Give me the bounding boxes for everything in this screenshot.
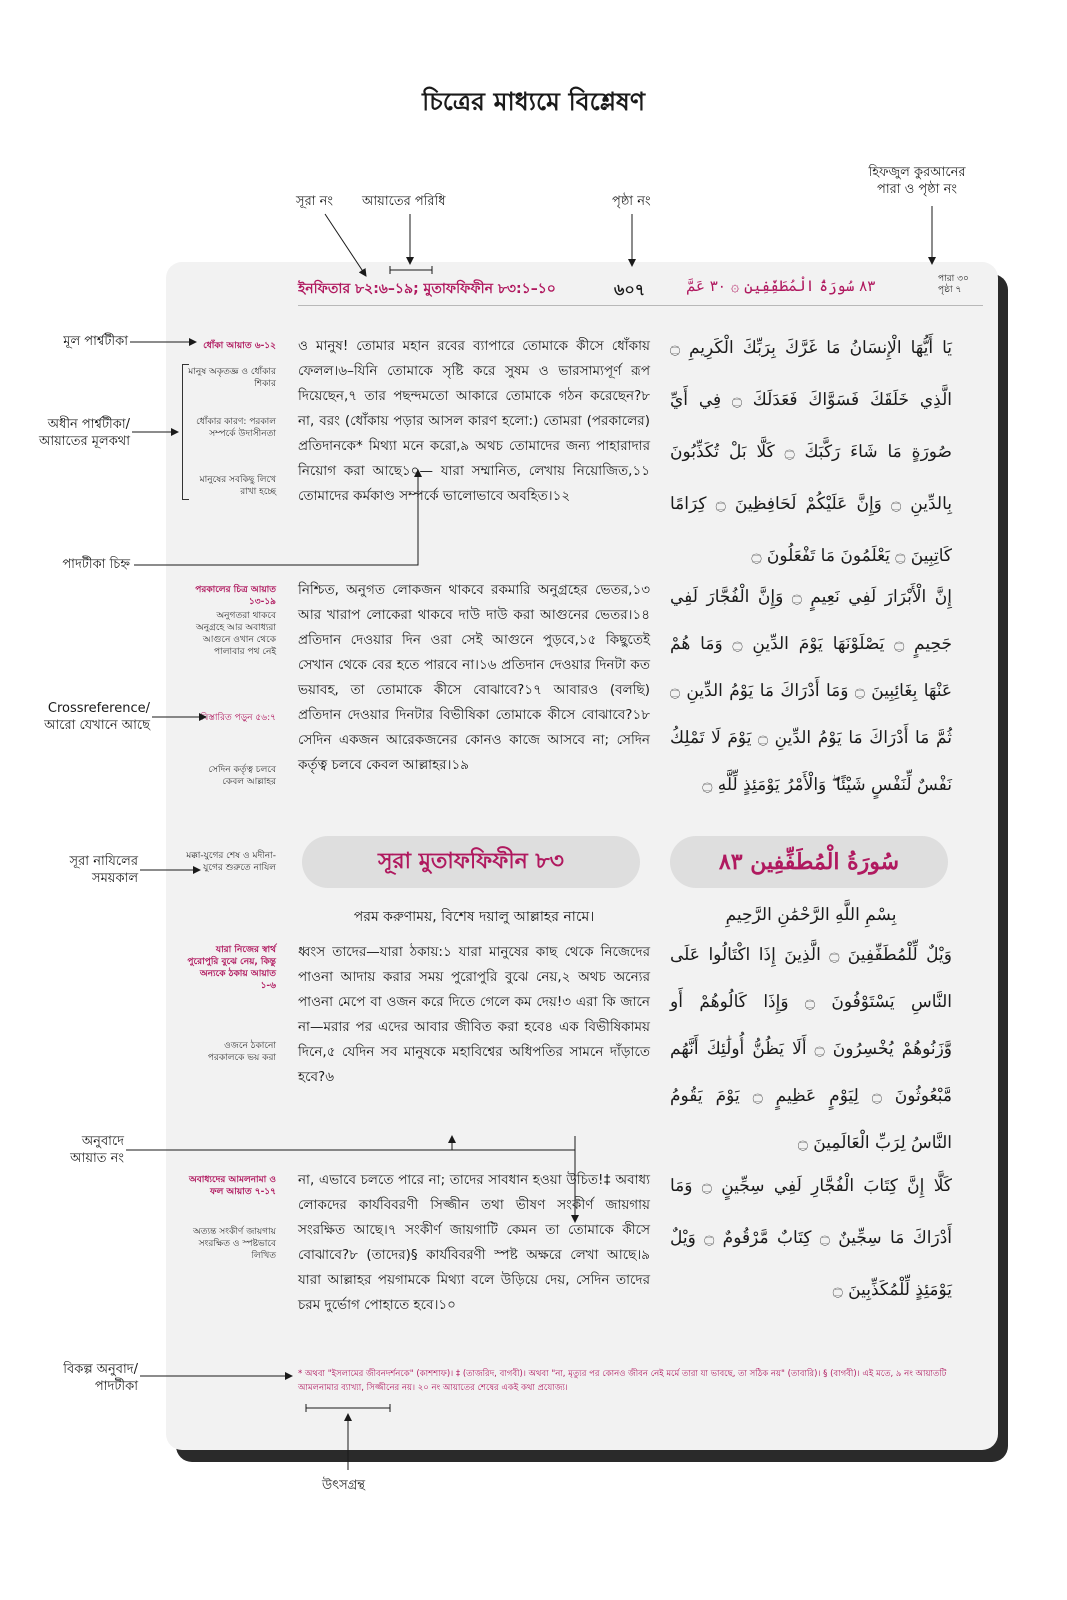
arabic-text-block: كَلَّا إِنَّ كِتَابَ الْفُجَّارِ لَفِي سِجِّينٍ ۝ وَمَا أَدْرَاكَ مَا سِجِّينٌ ۝ كِتَابٌ مَّرْقُومٌ ۝ وَيْلٌ يَوْمَئِذٍ لِّلْمُكَذِّبِينَ ۝ — [670, 1176, 952, 1300]
translation-paragraph: না, এভাবে চলতে পারে না; তাদের সাবধান হওয়া উচিত!‡ অবাধ্য লোকদের কার্যবিবরণী সিজ্জীন তথা ভীষণ সংকীর্ণ জায়গায় সংরক্ষিত আছে।৭ সংকীর্ণ জায়গাটি কেমন তা তোমাকে কীসে বোঝাবে?৮ (তাদের)§ কার্যবিবরণী স্পষ্ট অক্ষরে লেখা আছে।৯ যারা আল্লাহর পয়গামকে মিথ্যা বলে উড়িয়ে দেয়, সেদিন তাদের চরম দুর্ভোগ পোহাতে হবে।১০ — [298, 1172, 650, 1313]
side-note-main: অবাধ্যদের আমলনামা ও ফল আয়াত ৭-১৭ — [188, 1175, 276, 1197]
callout-alt-translation: বিকল্প অনুবাদ/ পাদটীকা — [63, 1362, 138, 1394]
side-note-revelation: মক্কা-যুগের শেষ ও মদীনা-যুগের শুরুতে নাযিল — [186, 851, 276, 873]
arabic-text-block: وَيْلٌ لِّلْمُطَفِّفِينَ ۝ الَّذِينَ إِذَا اكْتَالُوا عَلَى النَّاسِ يَسْتَوْفُونَ ۝ وَإِذَا كَالُوهُمْ أَو وَّزَنُوهُمْ يُخْسِرُونَ ۝ أَلَا يَظُنُّ أُولَٰئِكَ أَنَّهُم مَّبْعُوثُونَ ۝ لِيَوْمٍ عَظِيمٍ ۝ يَوْمَ يَقُومُ النَّاسُ لِرَبِّ الْعَالَمِينَ ۝ — [670, 945, 952, 1153]
callout-source: উৎসগ্রন্থ — [322, 1478, 366, 1493]
header-arabic: ٨٣ سُورَةُ الْمُطَفِّفِين ۞ ٣٠ عَمَّ — [686, 277, 876, 295]
callout-sub-margin: অধীন পার্শ্বটীকা/ আয়াতের মূলকথা — [38, 417, 130, 449]
side-note-sub: মানুষের সবকিছু লিখে রাখা হচ্ছে — [199, 475, 276, 497]
translation-paragraph: ও মানুষ! তোমার মহান রবের ব্যাপারে তোমাকে কীসে ধোঁকায় ফেলল।৬–যিনি তোমাকে সৃষ্টি করে সুষম ও ভারসাম্যপূর্ণ রূপ দিয়েছেন,৭ তার পছন্দমতো আকারে তোমাকে গঠন করেছেন?৮ না, বরং (ধোঁকায় পড়ার আসল কারণ হলো:) তোমরা (পরকালের) প্রতিদানকে* মিথ্যা মনে করো,৯ অথচ তোমাদের জন্য পাহারাদার নিয়োগ করা আছে১০— যারা সম্মানিত, লেখায় নিয়োজিত,১১ তোমাদের কর্মকাণ্ড সম্পর্কে ভালোভাবে অবহিত।১২ — [298, 338, 650, 504]
side-note-sub: ধোঁকার কারণ: পরকাল সম্পর্কে উদাসীনতা — [196, 417, 276, 439]
side-note-sub: অত্যন্ত সংকীর্ণ জায়গায় সংরক্ষিত ও স্পষ্টভাবে লিখিত — [193, 1227, 276, 1261]
header-range: ইনফিতার ৮২:৬–১৯; মুতাফফিফীন ৮৩:১–১০ — [298, 281, 556, 297]
side-note-main: ধোঁকা আয়াত ৬-১২ — [203, 341, 276, 351]
callout-hifz: হিফজুল কুরআনের পারা ও পৃষ্ঠা নং — [868, 165, 966, 197]
side-note-sub: সেদিন কর্তৃত্ব চলবে কেবল আল্লাহর — [208, 765, 276, 787]
callout-ayah-in-translation: অনুবাদে আয়াত নং — [70, 1134, 124, 1166]
callout-revelation: সূরা নাযিলের সময়কাল — [69, 854, 138, 886]
side-note-sub: মানুষ অকৃতজ্ঞ ও ধোঁকার শিকার — [188, 367, 276, 389]
header-page-number: ৬০৭ — [614, 280, 646, 299]
callout-crossref: Crossreference/ আরো যেখানে আছে — [44, 701, 150, 733]
page-title: চিত্রের মাধ্যমে বিশ্লেষণ — [422, 87, 645, 116]
arabic-text-block: يَا أَيُّهَا الْإِنسَانُ مَا غَرَّكَ بِرَبِّكَ الْكَرِيمِ ۝ الَّذِي خَلَقَكَ فَسَوَّاكَ فَعَدَلَكَ ۝ فِي أَيِّ صُورَةٍ مَا شَاءَ رَكَّبَكَ ۝ كَلَّا بَلْ تُكَذِّبُونَ بِالدِّينِ ۝ وَإِنَّ عَلَيْكُمْ لَحَافِظِينَ ۝ كِرَامًا كَاتِبِينَ ۝ يَعْلَمُونَ مَا تَفْعَلُونَ ۝ — [670, 338, 952, 566]
footnote: * অথবা "ইসলামের জীবনদর্শনকে" (কাশশাফ)। ‡ (তাজরিদ, বাগবী)। অথবা "না, মৃত্যুর পর কোনও জীবন নেই মর্মে তারা যা ভাবছে, তা সঠিক নয়" (তাবারি)। § (বাগবী)। এই মতে, ৯ নং আয়াতটি আমলনামার ব্যাখ্যা, সিজ্জীনের নয়। ২০ নং আয়াতের শেষের একই কথা প্রযোজ্য। — [298, 1369, 947, 1393]
callout-surah-no: সূরা নং — [296, 194, 333, 209]
callout-main-margin: মূল পার্শ্বটীকা — [63, 334, 128, 349]
callout-footnote-mark: পাদটীকা চিহ্ন — [62, 557, 130, 572]
bismillah-bangla: পরম করুণাময়, বিশেষ দয়ালু আল্লাহর নামে। — [353, 909, 595, 925]
side-note-crossref: বিস্তারিত পড়ুন ৫৬:৭ — [200, 713, 276, 723]
callout-page-no: পৃষ্ঠা নং — [612, 194, 651, 209]
arabic-text-block: إِنَّ الْأَبْرَارَ لَفِي نَعِيمٍ ۝ وَإِنَّ الْفُجَّارَ لَفِي جَحِيمٍ ۝ يَصْلَوْنَهَا يَوْمَ الدِّينِ ۝ وَمَا هُمْ عَنْهَا بِغَائِبِينَ ۝ وَمَا أَدْرَاكَ مَا يَوْمُ الدِّينِ ۝ ثُمَّ مَا أَدْرَاكَ مَا يَوْمُ الدِّينِ ۝ يَوْمَ لَا تَمْلِكُ نَفْسٌ لِّنَفْسٍ شَيْئًا ۖ وَالْأَمْرُ يَوْمَئِذٍ لِّلَّهِ ۝ — [670, 587, 952, 795]
side-note-main: পরকালের চিত্র আয়াত ১৩-১৯ — [195, 585, 276, 607]
bismillah-arabic: بِسْمِ اللَّهِ الرَّحْمَٰنِ الرَّحِيمِ — [725, 905, 897, 925]
side-note-sub: ওজনে ঠকানো পরকালকে ভয় করা — [207, 1041, 276, 1063]
surah-title-bangla: সূরা মুতাফফিফীন ৮৩ — [302, 836, 640, 888]
translation-paragraph: ধ্বংস তাদের—যারা ঠকায়:১ যারা মানুষের কাছ থেকে নিজেদের পাওনা আদায় করার সময় পুরোপুরি বুঝে নেয়,২ অথচ অন্যের পাওনা মেপে বা ওজন করে দিতে গেলে কম দেয়!৩ এরা কি জানে না—মরার পর এদের আবার জীবিত করা হবে৪ এক বিভীষিকাময় দিনে,৫ যেদিন সব মানুষকে মহাবিশ্বের অধিপতির সামনে দাঁড়াতে হবে?৬ — [298, 944, 650, 1085]
header-para-page: পৃষ্ঠা ৭ — [938, 285, 962, 295]
side-note-sub: অনুগতরা থাকবে অনুগ্রহে আর অবাধ্যরা আগুনে ওখান থেকে পালাবার পথ নেই — [195, 611, 276, 657]
side-note-main: যারা নিজের স্বার্থ পুরোপুরি বুঝে নেয়, কিন্তু অন্যকে ঠকায় আয়াত ১-৬ — [187, 945, 276, 991]
header-para-number: পারা ৩০ — [938, 274, 969, 284]
translation-paragraph: নিশ্চিত, অনুগত লোকজন থাকবে রকমারি অনুগ্রহের ভেতর,১৩ আর খারাপ লোকেরা থাকবে দাউ দাউ করা আগুনের ভেতর।১৪ প্রতিদান দেওয়ার দিন ওরা সেই আগুনে পুড়বে,১৫ কিছুতেই সেখান থেকে বের হতে পারবে না।১৬ প্রতিদান দেওয়ার দিনটা কত ভয়াবহ, তা তোমাকে কীসে বোঝাবে?১৭ আবারও (বলছি) প্রতিদান দেওয়ার দিনটার বিভীষিকা তোমাকে কীসে বোঝাবে?১৮ সেদিন একজন আরেকজনের কোনও কাজে আসবে না; সেদিন কর্তৃত্ব চলবে কেবল আল্লাহর।১৯ — [298, 582, 650, 773]
surah-title-arabic: سُورَةُ الْمُطَفِّفِين ٨٣ — [670, 836, 948, 888]
callout-ayah-range: আয়াতের পরিধি — [362, 194, 446, 209]
